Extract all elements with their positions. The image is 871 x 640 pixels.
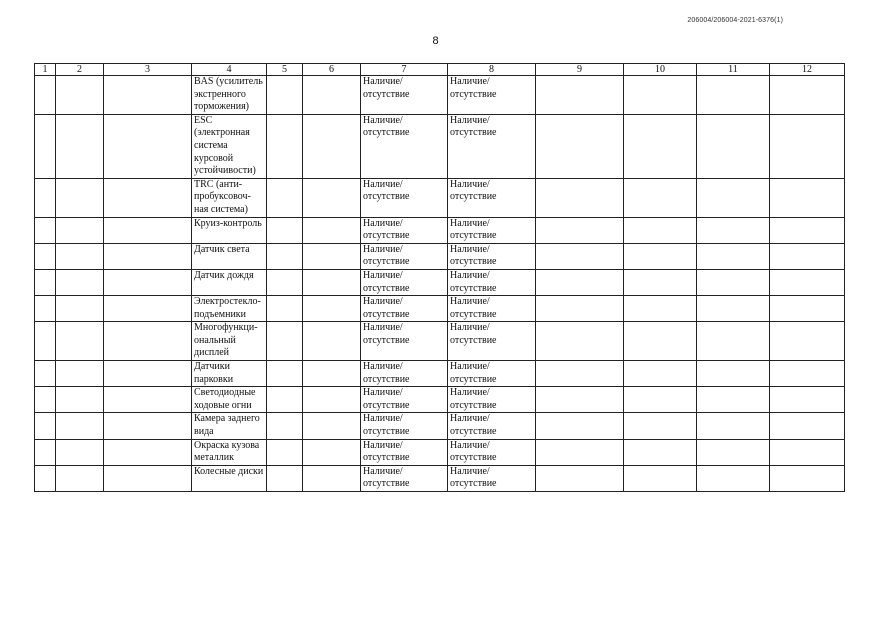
column-header: 5: [267, 64, 303, 76]
presence-cell: Наличие/ отсутствие: [448, 361, 536, 387]
table-row: [35, 361, 845, 387]
page-number: 8: [432, 35, 439, 47]
feature-name: Колесные диски: [192, 465, 267, 491]
column-header: 4: [192, 64, 267, 76]
table-row: [35, 465, 845, 491]
table-row: [35, 114, 845, 178]
feature-name: Датчик дождя: [192, 269, 267, 295]
feature-name: Электростекло-подъемники: [192, 296, 267, 322]
column-header: 10: [624, 64, 697, 76]
presence-cell: Наличие/ отсутствие: [448, 178, 536, 217]
presence-cell: Наличие/ отсутствие: [361, 243, 448, 269]
presence-cell: Наличие/ отсутствие: [448, 217, 536, 243]
table-row: [35, 269, 845, 295]
feature-name: Многофункци-ональный дисплей: [192, 322, 267, 361]
presence-cell: Наличие/ отсутствие: [448, 76, 536, 115]
presence-cell: Наличие/ отсутствие: [361, 439, 448, 465]
column-header: 9: [536, 64, 624, 76]
presence-cell: Наличие/ отсутствие: [361, 361, 448, 387]
column-header: 8: [448, 64, 536, 76]
presence-cell: Наличие/ отсутствие: [448, 439, 536, 465]
presence-cell: Наличие/ отсутствие: [448, 322, 536, 361]
presence-cell: Наличие/ отсутствие: [361, 76, 448, 115]
feature-name: ESC (электронная система курсовой устойчивости): [192, 114, 267, 178]
presence-cell: Наличие/ отсутствие: [448, 269, 536, 295]
presence-cell: Наличие/ отсутствие: [448, 296, 536, 322]
presence-cell: Наличие/ отсутствие: [448, 387, 536, 413]
table-row: [35, 413, 845, 439]
header-row: [35, 64, 845, 76]
presence-cell: Наличие/ отсутствие: [361, 217, 448, 243]
document-id: 206004/206004-2021-6376(1): [687, 17, 783, 24]
table-row: [35, 296, 845, 322]
equipment-table: [34, 63, 845, 492]
table-row: [35, 243, 845, 269]
table-row: [35, 217, 845, 243]
presence-cell: Наличие/ отсутствие: [448, 413, 536, 439]
column-header: 1: [35, 64, 56, 76]
column-header: 7: [361, 64, 448, 76]
feature-name: Датчики парковки: [192, 361, 267, 387]
feature-name: BAS (усилитель экстренного торможения): [192, 76, 267, 115]
presence-cell: Наличие/ отсутствие: [361, 178, 448, 217]
feature-name: Светодиодные ходовые огни: [192, 387, 267, 413]
feature-name: Датчик света: [192, 243, 267, 269]
presence-cell: Наличие/ отсутствие: [361, 322, 448, 361]
feature-name: Круиз-контроль: [192, 217, 267, 243]
feature-name: TRC (анти-пробуксовоч-ная система): [192, 178, 267, 217]
column-header: 2: [56, 64, 104, 76]
column-header: 12: [770, 64, 845, 76]
presence-cell: Наличие/ отсутствие: [448, 243, 536, 269]
presence-cell: Наличие/ отсутствие: [361, 296, 448, 322]
table-row: [35, 387, 845, 413]
table-row: [35, 322, 845, 361]
feature-name: Камера заднего вида: [192, 413, 267, 439]
presence-cell: Наличие/ отсутствие: [448, 114, 536, 178]
presence-cell: Наличие/ отсутствие: [448, 465, 536, 491]
column-header: 3: [104, 64, 192, 76]
column-header: 11: [697, 64, 770, 76]
table-row: [35, 76, 845, 115]
presence-cell: Наличие/ отсутствие: [361, 387, 448, 413]
table-row: [35, 178, 845, 217]
column-header: 6: [303, 64, 361, 76]
table-row: [35, 439, 845, 465]
presence-cell: Наличие/ отсутствие: [361, 269, 448, 295]
feature-name: Окраска кузова металлик: [192, 439, 267, 465]
presence-cell: Наличие/ отсутствие: [361, 413, 448, 439]
presence-cell: Наличие/ отсутствие: [361, 465, 448, 491]
presence-cell: Наличие/ отсутствие: [361, 114, 448, 178]
